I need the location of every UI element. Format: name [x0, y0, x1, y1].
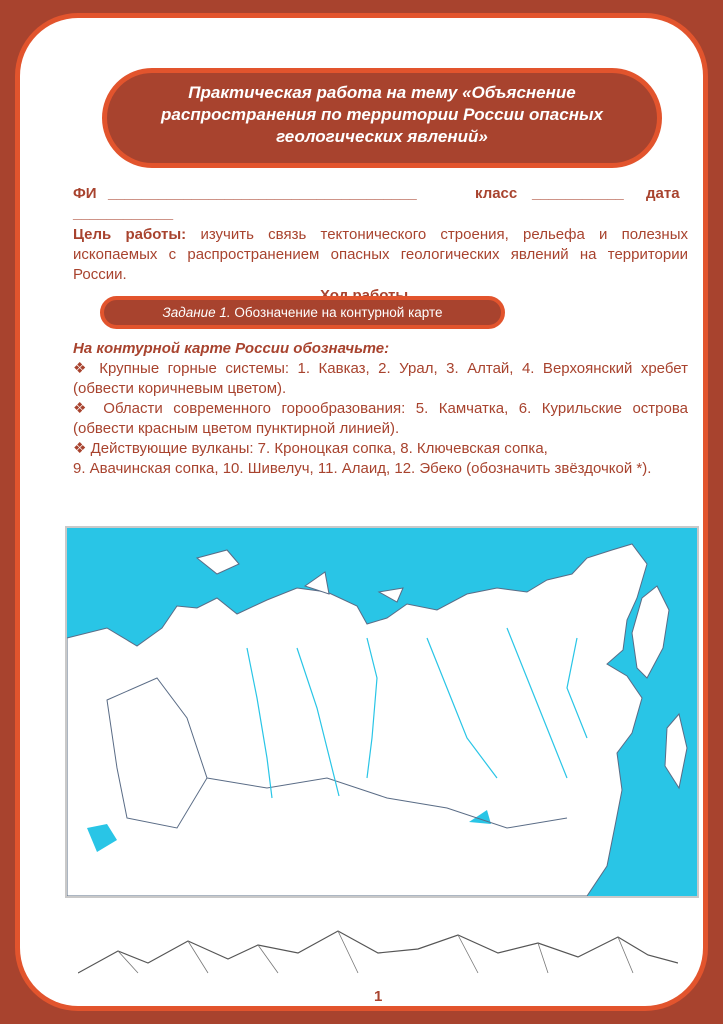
- instructions: [73, 339, 688, 479]
- goal-text: изучить связь тектонического строения, рельефа и полезных ископаемых с распространением опасных геологических явлений на территории России.: [73, 226, 688, 283]
- date-label: дата: [646, 185, 680, 202]
- mountains-decoration: [78, 923, 678, 983]
- date-blank[interactable]: ____________: [73, 205, 174, 222]
- task-text: Обозначение на контурной карте: [234, 304, 443, 320]
- russia-contour-map-image: [67, 528, 697, 896]
- task-banner: [100, 296, 505, 329]
- goal-label: Цель работы:: [73, 226, 187, 243]
- instruction-item: 9. Авачинская сопка, 10. Шивелуч, 11. Алаид, 12. Эбеко (обозначить звёздочкой *).: [73, 460, 652, 477]
- instruction-item: ❖ Действующие вулканы: 7. Кроноцкая сопка, 8. Ключевская сопка,: [73, 440, 548, 457]
- title-banner: [102, 68, 662, 168]
- fi-blank[interactable]: _____________________________________: [108, 185, 417, 202]
- page-title: Практическая работа на тему «Объяснение распространения по территории России опасных геологических явлений»: [161, 83, 603, 146]
- goal-paragraph: [73, 225, 688, 285]
- instruction-item: ❖ Крупные горные системы: 1. Кавказ, 2. Урал, 3. Алтай, 4. Верхоянский хребет (обвести коричневым цветом).: [73, 360, 688, 397]
- worksheet-page: [20, 18, 703, 1006]
- instruction-item: ❖ Области современного горообразования: 5. Камчатка, 6. Курильские острова (обвести красным цветом пунктирной линией).: [73, 400, 688, 437]
- page-number: 1: [374, 988, 383, 1005]
- class-blank[interactable]: ___________: [532, 185, 624, 202]
- task-label: Задание 1.: [162, 304, 231, 320]
- fi-label: ФИ: [73, 185, 97, 202]
- contour-map[interactable]: [65, 526, 699, 898]
- class-label: класс: [475, 185, 518, 202]
- instructions-heading: На контурной карте России обозначьте:: [73, 340, 390, 357]
- task-title: [153, 306, 453, 320]
